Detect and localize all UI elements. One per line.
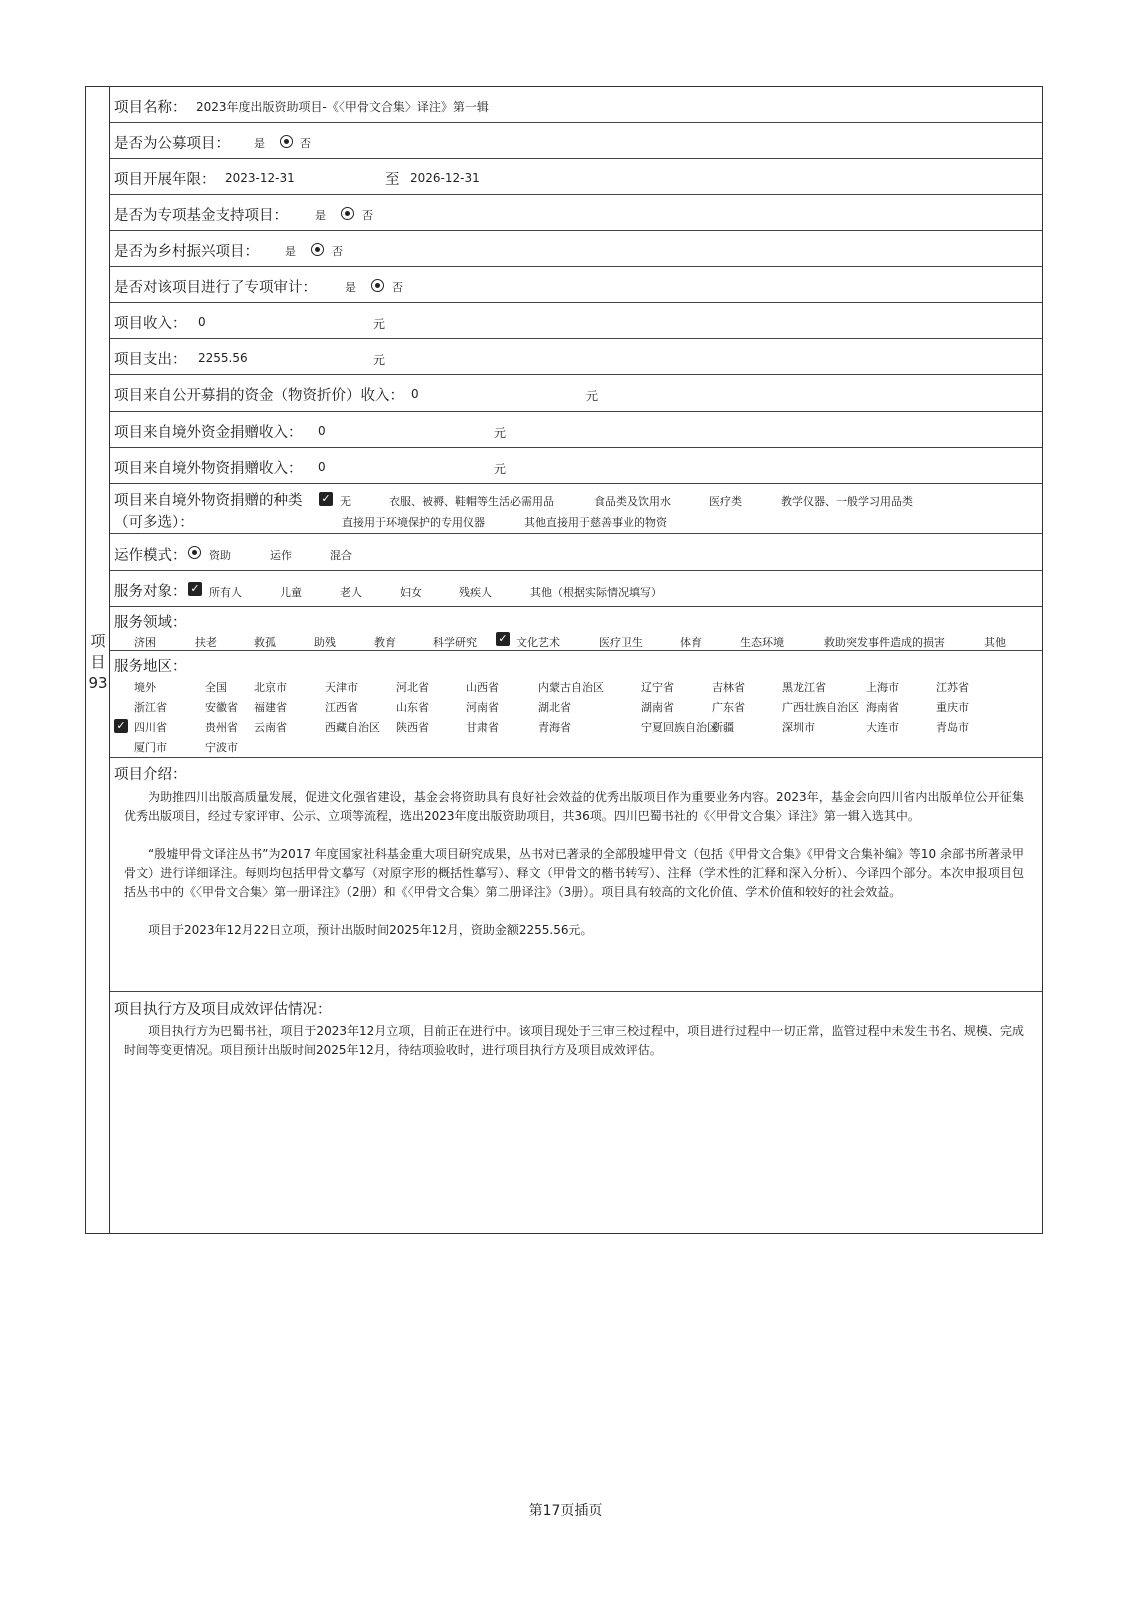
service-field-option[interactable]: 其他	[984, 636, 1006, 649]
foreign-goods-value: 0	[318, 460, 326, 474]
service-field-option[interactable]: 救孤	[254, 636, 276, 649]
service-region-option[interactable]: 云南省	[254, 721, 287, 734]
side-column	[86, 87, 110, 1233]
project-name-value: 2023年度出版资助项目-《〈甲骨文合集〉译注》第一辑	[196, 100, 489, 114]
row-evaluation	[110, 992, 1042, 1235]
service-region-option[interactable]: 甘肃省	[466, 721, 499, 734]
service-region-option[interactable]: 广东省	[712, 701, 745, 714]
radio-selected-icon[interactable]	[280, 135, 293, 148]
income-value: 0	[198, 315, 206, 329]
service-region-option[interactable]: 西藏自治区	[325, 721, 380, 734]
service-field-option[interactable]: 文化艺术	[516, 636, 560, 649]
service-target-option[interactable]: 老人	[340, 586, 362, 599]
radio-selected-icon[interactable]	[341, 207, 354, 220]
service-field-option[interactable]: 生态环境	[740, 636, 784, 649]
service-region-option[interactable]: 湖北省	[538, 701, 571, 714]
service-region-option[interactable]: 海南省	[866, 701, 899, 714]
service-region-option[interactable]: 北京市	[254, 681, 287, 694]
rural-no[interactable]: 否	[332, 245, 343, 258]
foreign-goods-label: 项目来自境外物资捐赠收入：	[114, 461, 303, 477]
service-field-option[interactable]: 医疗卫生	[599, 636, 643, 649]
service-region-option[interactable]: 青岛市	[936, 721, 969, 734]
goods-option[interactable]: 衣服、被褥、鞋帽等生活必需用品	[389, 495, 554, 508]
expense-label: 项目支出：	[114, 352, 187, 368]
rural-yes[interactable]: 是	[285, 245, 296, 258]
operation-mode-option[interactable]: 资助	[209, 549, 231, 562]
intro-paragraph-3: 项目于2023年12月22日立项，预计出版时间2025年12月，资助金额2255.56元。	[148, 923, 593, 937]
row-special-fund	[110, 195, 1042, 231]
special-fund-no[interactable]: 否	[362, 209, 373, 222]
operation-mode-label: 运作模式：	[114, 548, 187, 564]
service-region-option[interactable]: 境外	[134, 681, 156, 694]
service-field-label: 服务领域：	[114, 615, 187, 631]
service-region-option[interactable]: 广西壮族自治区	[782, 701, 859, 714]
service-region-option[interactable]: 吉林省	[712, 681, 745, 694]
goods-types-label: 项目来自境外物资捐赠的种类	[114, 493, 303, 509]
service-target-option[interactable]: 所有人	[209, 586, 242, 599]
service-region-option[interactable]: 贵州省	[205, 721, 238, 734]
special-fund-label: 是否为专项基金支持项目：	[114, 208, 288, 224]
row-service-field	[110, 607, 1042, 651]
goods-option[interactable]: 其他直接用于慈善事业的物资	[524, 516, 667, 529]
service-region-option[interactable]: 青海省	[538, 721, 571, 734]
public-fundraising-yes[interactable]: 是	[254, 137, 265, 150]
form-content	[110, 87, 1042, 1233]
radio-selected-icon[interactable]	[371, 279, 384, 292]
row-public-fundraising	[110, 123, 1042, 159]
service-region-option[interactable]: 辽宁省	[641, 681, 674, 694]
row-expense	[110, 339, 1042, 375]
audit-no[interactable]: 否	[392, 281, 403, 294]
service-region-option[interactable]: 宁波市	[205, 741, 238, 754]
checkbox-checked-icon[interactable]: ✓	[496, 632, 510, 646]
service-field-option[interactable]: 科学研究	[433, 636, 477, 649]
service-field-option[interactable]: 助残	[314, 636, 336, 649]
service-region-option[interactable]: 上海市	[866, 681, 899, 694]
row-service-region	[110, 651, 1042, 758]
public-donation-value: 0	[411, 387, 419, 401]
operation-mode-option[interactable]: 混合	[330, 549, 352, 562]
service-region-option[interactable]: 安徽省	[205, 701, 238, 714]
expense-unit: 元	[373, 353, 386, 367]
service-region-option[interactable]: 四川省	[134, 721, 167, 734]
audit-label: 是否对该项目进行了专项审计：	[114, 280, 317, 296]
row-income	[110, 303, 1042, 339]
radio-selected-icon[interactable]	[311, 243, 324, 256]
duration-to: 至	[385, 172, 400, 188]
service-target-option[interactable]: 儿童	[280, 586, 302, 599]
row-foreign-goods	[110, 448, 1042, 484]
service-target-option[interactable]: 残疾人	[459, 586, 492, 599]
row-rural	[110, 231, 1042, 267]
foreign-funds-value: 0	[318, 424, 326, 438]
radio-selected-icon[interactable]	[188, 546, 201, 559]
expense-value: 2255.56	[198, 351, 248, 365]
service-region-option[interactable]: 河南省	[466, 701, 499, 714]
public-fundraising-label: 是否为公募项目：	[114, 136, 230, 152]
service-region-option[interactable]: 山西省	[466, 681, 499, 694]
row-goods-types	[110, 484, 1042, 534]
service-region-option[interactable]: 重庆市	[936, 701, 969, 714]
checkbox-checked-icon[interactable]: ✓	[188, 582, 202, 596]
project-name-label: 项目名称：	[114, 100, 187, 116]
foreign-funds-unit: 元	[494, 426, 507, 440]
service-region-option[interactable]: 黑龙江省	[782, 681, 826, 694]
service-field-option[interactable]: 教育	[374, 636, 396, 649]
row-project-name	[110, 87, 1042, 123]
service-region-option[interactable]: 新疆	[712, 721, 734, 734]
intro-paragraph-1: 为助推四川出版高质量发展，促进文化强省建设，基金会将资助具有良好社会效益的优秀出版项目作为重要业务内容。2023年，基金会向四川省内出版单位公开征集优秀出版项目，经过专家评审、公示、立项等流程，选出2023年度出版资助项目，共36项。四川巴蜀书社的《〈甲骨文合集〉译注》第一辑入选其中。	[124, 790, 1024, 823]
project-form	[85, 86, 1043, 1234]
service-field-option[interactable]: 救助突发事件造成的损害	[824, 636, 945, 649]
service-region-option[interactable]: 江苏省	[936, 681, 969, 694]
service-region-option[interactable]: 深圳市	[782, 721, 815, 734]
evaluation-label: 项目执行方及项目成效评估情况：	[114, 1002, 332, 1018]
rural-label: 是否为乡村振兴项目：	[114, 244, 259, 260]
service-region-option[interactable]: 江西省	[325, 701, 358, 714]
service-region-option[interactable]: 湖南省	[641, 701, 674, 714]
foreign-goods-unit: 元	[494, 462, 507, 476]
duration-end: 2026-12-31	[410, 171, 480, 185]
service-region-option[interactable]: 宁夏回族自治区	[641, 721, 718, 734]
service-field-option[interactable]: 济困	[134, 636, 156, 649]
goods-option[interactable]: 医疗类	[709, 495, 742, 508]
service-region-option[interactable]: 陕西省	[396, 721, 429, 734]
goods-option[interactable]: 教学仪器、一般学习用品类	[781, 495, 913, 508]
service-field-option[interactable]: 扶老	[195, 636, 217, 649]
audit-yes[interactable]: 是	[345, 281, 356, 294]
service-target-option[interactable]: 其他（根据实际情况填写）	[530, 586, 662, 599]
row-operation-mode	[110, 534, 1042, 571]
page-footer: 第17页插页	[528, 1503, 603, 1519]
checkbox-checked-icon[interactable]: ✓	[319, 492, 333, 506]
intro-paragraph-2: “殷墟甲骨文译注丛书”为2017 年度国家社科基金重大项目研究成果，丛书对已著录的全部殷墟甲骨文（包括《甲骨文合集》《甲骨文合集补编》等10 余部书所著录甲骨文）进行详细译注。每则均包括甲骨文摹写（对原字形的概括性摹写）、释文（甲骨文的楷书转写）、注释（学术性的汇释和深入分析）、今译四个部分。本次申报项目包括丛书中的《〈甲骨文合集〉第一册译注》（2册）和《〈甲骨文合集〉第二册译注》（3册）。项目具有较高的文化价值、学术价值和较好的社会效益。	[124, 847, 1024, 899]
intro-label: 项目介绍：	[114, 767, 187, 783]
service-region-option[interactable]: 天津市	[325, 681, 358, 694]
service-region-option[interactable]: 全国	[205, 681, 227, 694]
operation-mode-option[interactable]: 运作	[270, 549, 292, 562]
service-target-option[interactable]: 妇女	[400, 586, 422, 599]
public-donation-label: 项目来自公开募捐的资金（物资折价）收入：	[114, 388, 404, 404]
service-region-option[interactable]: 山东省	[396, 701, 429, 714]
special-fund-yes[interactable]: 是	[315, 209, 326, 222]
service-region-option[interactable]: 浙江省	[134, 701, 167, 714]
income-label: 项目收入：	[114, 316, 187, 332]
foreign-funds-label: 项目来自境外资金捐赠收入：	[114, 425, 303, 441]
duration-start: 2023-12-31	[225, 171, 295, 185]
row-foreign-funds	[110, 412, 1042, 448]
service-region-option[interactable]: 福建省	[254, 701, 287, 714]
service-region-option[interactable]: 厦门市	[134, 741, 167, 754]
row-duration	[110, 159, 1042, 195]
service-field-option[interactable]: 体育	[680, 636, 702, 649]
public-donation-unit: 元	[586, 389, 599, 403]
checkbox-checked-icon[interactable]: ✓	[114, 719, 128, 733]
goods-option[interactable]: 食品类及饮用水	[594, 495, 671, 508]
service-region-option[interactable]: 河北省	[396, 681, 429, 694]
goods-option[interactable]: 无	[340, 495, 351, 508]
row-audit	[110, 267, 1042, 303]
public-fundraising-no[interactable]: 否	[300, 137, 311, 150]
row-public-donation	[110, 375, 1042, 412]
income-unit: 元	[373, 317, 386, 331]
row-intro	[110, 758, 1042, 992]
service-region-option[interactable]: 内蒙古自治区	[538, 681, 604, 694]
side-label: 项目93	[88, 632, 108, 692]
service-region-label: 服务地区：	[114, 659, 187, 675]
row-service-target	[110, 571, 1042, 607]
service-region-option[interactable]: 大连市	[866, 721, 899, 734]
duration-label: 项目开展年限：	[114, 172, 216, 188]
goods-option[interactable]: 直接用于环境保护的专用仪器	[342, 516, 485, 529]
goods-types-label-2: （可多选）：	[114, 515, 194, 531]
evaluation-paragraph: 项目执行方为巴蜀书社，项目于2023年12月立项，目前正在进行中。该项目现处于三审三校过程中，项目进行过程中一切正常，监管过程中未发生书名、规模、完成时间等变更情况。项目预计出版时间2025年12月，待结项验收时，进行项目执行方及项目成效评估。	[124, 1024, 1024, 1057]
service-target-label: 服务对象：	[114, 584, 187, 600]
